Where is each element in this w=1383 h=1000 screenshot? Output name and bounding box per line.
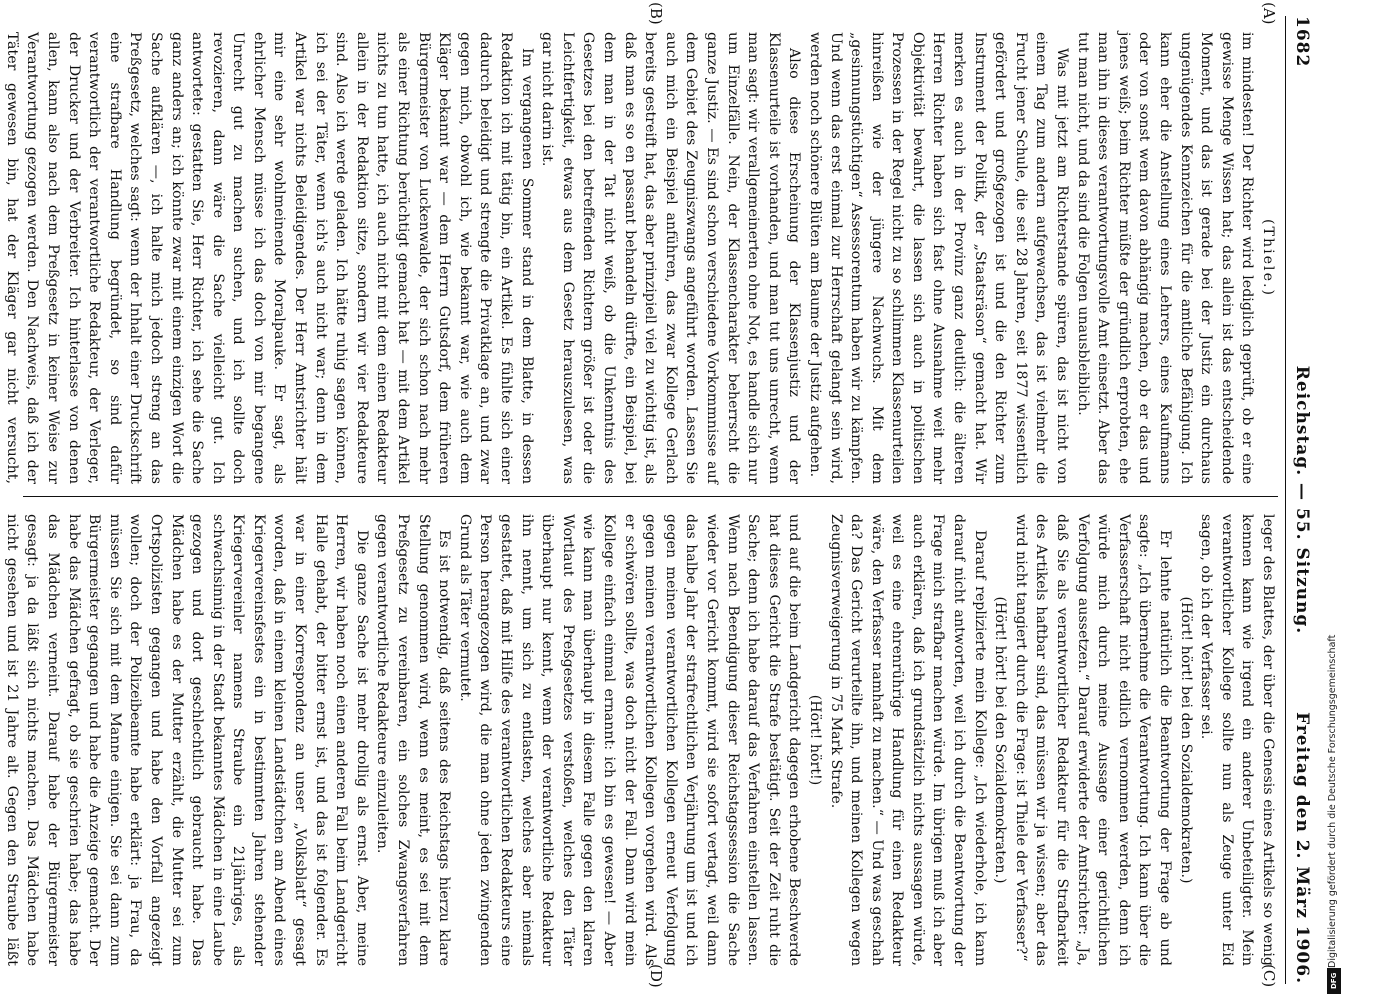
header-rule — [1285, 16, 1286, 984]
paragraph: im mindesten! Der Richter wird lediglich geprüft, ob er eine gewisse Menge Wissen hat; das allein ist das entscheidende Moment, und das ist gerade bei der Justiz ein durchaus ungenügendes Kennzeichen für die amtliche Befähigung. Ich kann eher die Anstellung eines Lehrers, eines Kaufmanns oder von sonst wem davon abhängig machen, ob er das und jenes weiß; beim Richter müßte der gründlich erprobten, ehe man ihn in dieses verantwortungsvolle Amt einsetzt. Aber das tut man nicht, und da sind die Folgen unausbleiblich. — [1074, 32, 1256, 484]
paragraph: Also diese Erscheinung der Klassenjustiz und der Klassenurteile ist vorhanden, und man tut uns unrecht, wenn man sagt: wir verallgemeinerten ohne Not, es handle sich nur um Einzelfälle. Nein, der Klassencharakter beherrscht die ganze Justiz. — Es sind schon verschiedene Vorkommnisse auf dem Gebiet des Zeugniszwangs angeführt worden. Lassen Sie auch mich ein Beispiel anführen, das zwar Kollege Gerlach bereits gestreift hat, das aber prinzipiell viel zu wichtig ist, als daß man es so en passant behandeln dürfte, ein Beispiel, bei dem man in der Tat nicht weiß, ob die Unkenntnis des Gesetzes bei den betreffenden Richtern größer ist oder die Leichtfertigkeit, etwas aus dem Gesetz herauszulesen, was gar nicht darin ist. — [539, 32, 803, 484]
paragraph: Er lehnte natürlich die Beantwortung der Frage ab und sagte: „Ich übernehme die Verantwortung. Ich kann über die Verfasserschaft nicht eidlich vernommen werden, denn ich würde mich durch meine Aussage einer gerichtlichen Verfolgung aussetzen.“ Darauf erwiderte der Amtsrichter: „Ja, daß Sie als verantwortlicher Redakteur für die Strafbarkeit des Artikels haftbar sind, das müssen wir ja wissen; aber das wird nicht tangiert durch die Frage: ist Thiele der Verfasser?“ — [1012, 514, 1174, 966]
paragraph: leger des Blattes, der über die Genesis eines Artikels so wenig kennen kann wie irgend ein anderer Unbeteiligter. Mein verantwortlicher Kollege sollte nun als Zeuge unter Eid sagen, ob ich der Verfasser sei. — [1198, 514, 1276, 966]
right-column — [3, 514, 1278, 966]
interjection: (Hört! hört! bei den Sozialdemokraten.) — [1177, 596, 1194, 884]
funding-credit: Digitalisierung gefördert durch die Deutsche Forschungsgemeinschaft — [1327, 634, 1338, 968]
page-header — [1286, 16, 1312, 984]
page-title: Reichstag. — 55. Sitzung. — [1292, 365, 1312, 635]
column-divider — [23, 496, 1278, 497]
paragraph: Es ist notwendig, daß seitens des Reichstags hierzu klare Stellung genommen wird, wenn es meint, es sei mit dem Preßgesetz zu vereinbaren, ein solches Zwangsverfahren gegen verantwortliche Redakteure einzuleiten. — [374, 514, 453, 966]
page-number: 1682 — [1292, 16, 1312, 68]
digitization-note — [1324, 0, 1344, 1000]
margin-mark-a: (A) — [1260, 2, 1278, 25]
paragraph: Darauf replizierte mein Kollege: „Ich wiederhole, ich kann darauf nicht antworten, weil ich durch die Beantwortung der Frage mich strafbar machen würde. Im übrigen muß ich aber auch erklären, daß ich grundsätzlich nichts aussagen würde, weil es eine ehrenrührige Handlung für einen Redakteur wäre, den Verfasser namhaft zu machen.“ — Und was geschah da? Das Gericht verurteilte ihn, und meinen Kollegen wegen Zeugnisverweigerung in 75 Mark Strafe. — [827, 514, 988, 966]
session-date: Freitag den 2. März 1906. — [1292, 712, 1312, 984]
dfg-logo: DFG — [1327, 968, 1341, 994]
margin-mark-c: (C) — [1260, 964, 1278, 988]
speaker-name: (Thiele.) — [1260, 218, 1276, 298]
margin-mark-d: (D) — [647, 964, 665, 988]
paragraph: Was mit jetzt am Richterstande spüren, das ist nicht von einem Tag zum andern aufgewachsen, das ist vielmehr die Frucht jener Schule, die seit 28 Jahren, seit 1877 wissentlich gefördert und großgezogen ist und die den Richter zum Instrument der Politik, der „Staatsräson“ gemacht hat. Wir merken es auch in der Provinz ganz deutlich: die älteren Herren Richter haben sich fast ohne Ausnahme weit mehr Objektivität bewahrt, die lassen sich auch in politischen Prozessen in der Regel nicht zu so schlimmen Klassenurteilen hinreißen wie der jüngere Nachwuchs. Mit dem „gesinnungstüchtigen“ Assessorentum haben wir zu kämpfen. Und wenn das erst einmal zur Herrschaft gelangt sein wird, werden noch schönere Blüten am Baume der Justiz aufgehen. — [806, 32, 1071, 484]
paragraph: Im vergangenen Sommer stand in dem Blatte, in dessen Redaktion ich mit tätig bin, ein Artikel. Es fühlte sich einer dadurch beleidigt und strengte die Privatklage an, und zwar gegen mich, obwohl ich, wie bekannt war, wie auch dem Kläger bekannt war — dem Herrn Gutsdorf, dem früheren Bürgermeister von Luckenwalde, der sich schon nach mehr als einer Richtung berüchtigt gemacht hat — mit dem Artikel nichts zu tun hatte, ich auch nicht mit dem einen Redakteur allein in der Redaktion sitze, sondern wir vier Redakteure sind. Also ich werde geladen. Ich hätte ruhig sagen können, ich sei der Täter, wenn ich's auch nicht war; denn in dem Artikel war nichts Beleidigendes. Der Herr Amtsrichter hält mir eine sehr wohlmeinende Moralpauke. Er sagt, als ehrlicher Mensch müsse ich das doch von mir begangene Unrecht gut zu machen suchen, und ich sollte doch revozieren, dann wäre die Sache vielleicht gut. Ich antwortete: gestatten Sie, Herr Richter, ich sehe die Sache ganz anders an; ich könnte zwar mit einem einzigen Wort die Sache aufklären —, ich halte mich jedoch streng an das Preßgesetz, welches sagt: wenn der Inhalt einer Druckschrift eine strafbare Handlung begründet, so sind dafür verantwortlich der verantwortliche Redakteur, der Verleger, der Drucker und der Verbreiter. Ich hinterlasse von denen allen, kann also nach dem Preßgesetz in keiner Weise zur Verantwortung gezogen werden. Den Nachweis, daß ich der Täter gewesen bin, hat der Kläger gar nicht versucht, — [3, 32, 535, 484]
margin-mark-b: (B) — [647, 2, 665, 25]
left-column — [3, 32, 1278, 484]
paragraph: Die ganze Sache ist mehr drollig als ernst. Aber, meine Herren, wir haben noch einen anderen Fall beim Landgericht Halle gehabt, der bitter ernst ist, und das ist folgender. Es war in einer Korrespondenz an unser „Volksblatt“ gesagt worden, daß in einem kleinen Landstädtchen am Abend eines Kriegervereinsfestes ein in bestimmten Jahren stehender Kriegervereinler namens Straube ein 21jähriges, als schwachsinnig in der Stadt bekanntes Mädchen in eine Laube gezogen und dort geschlechtlich gebraucht habe. Das Mädchen habe es der Mutter erzählt, die Mutter sei zum Ortspolizisten gegangen und habe den Vorfall angezeigt wollen; doch der Polizeibeamte habe erklärt: ja Frau, da müssen Sie sich mit dem Manne einigen. Sie sei dann zum Bürgermeister gegangen und habe die Anzeige gemacht. Der habe das Mädchen gefragt, ob sie geschrien habe; das habe das Mädchen verneint. Darauf habe der Bürgermeister gesagt: ja da läßt sich nichts machen. Das Mädchen habe nicht gesehen und ist 21 Jahre alt. Gegen den Straube läßt — [3, 514, 370, 966]
paragraph: und auf die beim Landgericht dagegen erhobene Beschwerde hat dieses Gericht die Strafe bestätigt. Seit der Zeit ruht die Sache; denn ich habe darauf das Verfahren einstellen lassen. Wenn nach Beendigung dieser Reichstagssession die Sache wieder vor Gericht kommt, wird sie sofort vertagt, weil dann das halbe Jahr der strafrechtlichen Verjährung um ist und ich gegen meinen verantwortlichen Kollegen erneut Verfolgung gegen meinen verantwortlichen Kollegen vorgehen wird. Als er schwören sollte, was doch nicht der Fall. Dann wird mein Kollege einfach einmal ernannt: ich bin es gewesen! — Aber wie kann man überhaupt in diesem Falle gegen den klaren Wortlaut des Preßgesetzes verstoßen, welches den Täter überhaupt nur kennt, wenn der verantwortliche Redakteur ihn nennt, um sich zu entlasten, welches aber niemals gestattet, daß mit Hilfe des verantwortlichen Redakteurs eine Person herangezogen wird, die man ohne jeden zwingenden Grund als Täter vermutet. — [456, 514, 803, 966]
interjection: (Hört! hört! bei den Sozialdemokraten.) — [992, 596, 1009, 884]
interjection: (Hört! hört!) — [806, 694, 823, 786]
